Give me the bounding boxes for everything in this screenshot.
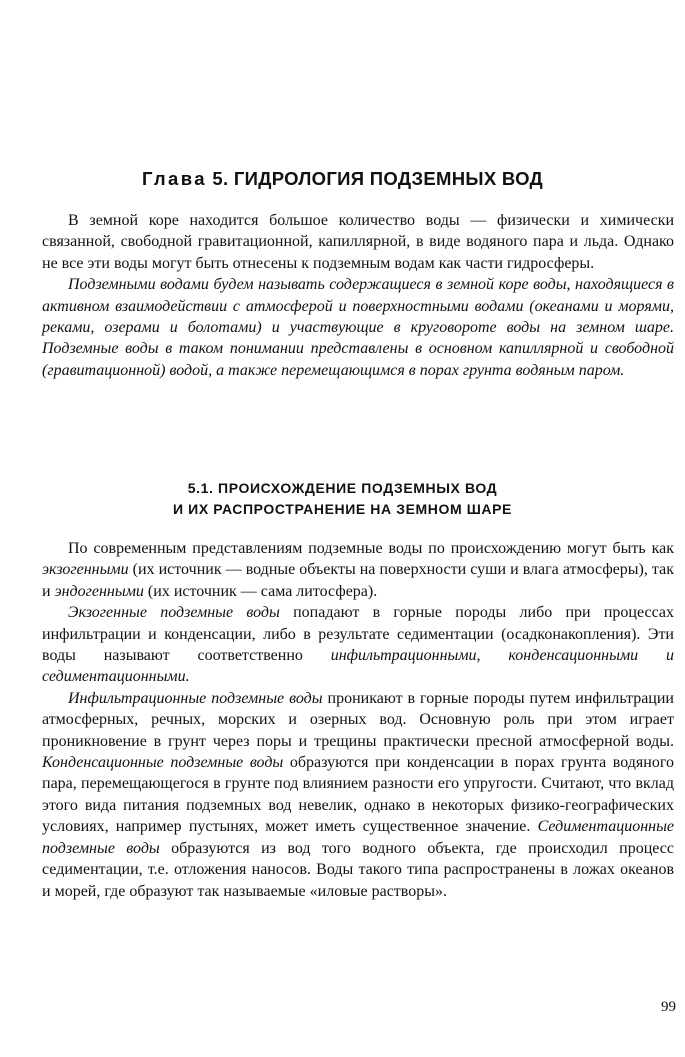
body-paragraph-2 xyxy=(42,602,674,688)
section-title-line-2: И ИХ РАСПРОСТРАНЕНИЕ НА ЗЕМНОМ ШАРЕ xyxy=(173,501,512,517)
section-number: 5.1. xyxy=(187,480,214,496)
p1-text-e: (их источник — сама литосфера). xyxy=(143,582,378,600)
term-endogenous: эндогенными xyxy=(54,582,144,600)
p3-text-d: образуются при конденсации в порах грунта водяного пара, перемещающегося в грунте под влиянием разности его упругости. Считают, что вклад этого вида питания подземных вод невелик, однако в некоторых физико-географических условиях, например пустынях, может иметь существенное значение. xyxy=(42,754,674,836)
terms-water-types: инфильтрационными, конденсационными и седиментационными. xyxy=(42,647,674,686)
section-body xyxy=(42,538,674,902)
p2-text-b: попадают в горные породы либо при процессах инфильтрации и конденсации, либо в результате седиментации (осадконакопления). Эти воды называют соответственно xyxy=(42,604,674,665)
p3-text-f: образуются из вод того водного объекта, где происходил процесс седиментации, т.е. отложения наносов. Воды такого типа распространены в ложах океанов и морей, где образуют так называемые «иловые растворы». xyxy=(42,839,674,900)
p1-text-a: По современным представлениям подземные воды по происхождению могут быть как xyxy=(68,540,674,557)
intro-paragraph-2-definition: Подземными водами будем называть содержащиеся в земной коре воды, находящиеся в активном взаимодействии с атмосферой и поверхностными водами (океанами и морями, реками, озерами и болотами) и участвующие в круговороте воды на земном шаре. Подземные воды в таком понимании представлены в основном капиллярной и свободной (гравитационной) водой, а также перемещающимся в порах грунта водяным паром. xyxy=(42,276,674,379)
chapter-label: Глава xyxy=(141,168,207,189)
p1-text-c: (их источник — водные объекты на поверхности суши и влага атмосферы), так и xyxy=(42,561,674,600)
term-exogenous: экзогенными xyxy=(42,561,129,579)
page-number: 99 xyxy=(661,999,676,1015)
chapter-title xyxy=(0,168,685,190)
term-exogenous-groundwater: Экзогенные подземные воды xyxy=(68,604,280,622)
intro-paragraph-1: В земной коре находится большое количество воды — физически и химически связанной, свободной гравитационной, капиллярной, в виде водяного пара и льда. Однако не все эти воды могут быть отнесены к подземным водам как части гидросферы. xyxy=(42,212,674,272)
section-heading xyxy=(0,478,685,520)
term-condensation-water: Конденсационные подземные воды xyxy=(42,754,284,772)
section-title-line-1: ПРОИСХОЖДЕНИЕ ПОДЗЕМНЫХ ВОД xyxy=(218,480,498,496)
body-paragraph-1 xyxy=(42,538,674,602)
p3-text-b: проникают в горные породы путем инфильтрации атмосферных, речных, морских и озерных вод. Основную роль при этом играет проникновение в грунт через поры и трещины практически пресной атмосферной воды. xyxy=(42,689,674,750)
chapter-title-text: 5. ГИДРОЛОГИЯ ПОДЗЕМНЫХ ВОД xyxy=(212,168,544,189)
intro-block xyxy=(42,210,674,381)
body-paragraph-3 xyxy=(42,688,674,902)
term-sedimentation-water: Седиментационные подземные воды xyxy=(42,818,674,857)
term-infiltration-water: Инфильтрационные подземные воды xyxy=(68,689,323,707)
